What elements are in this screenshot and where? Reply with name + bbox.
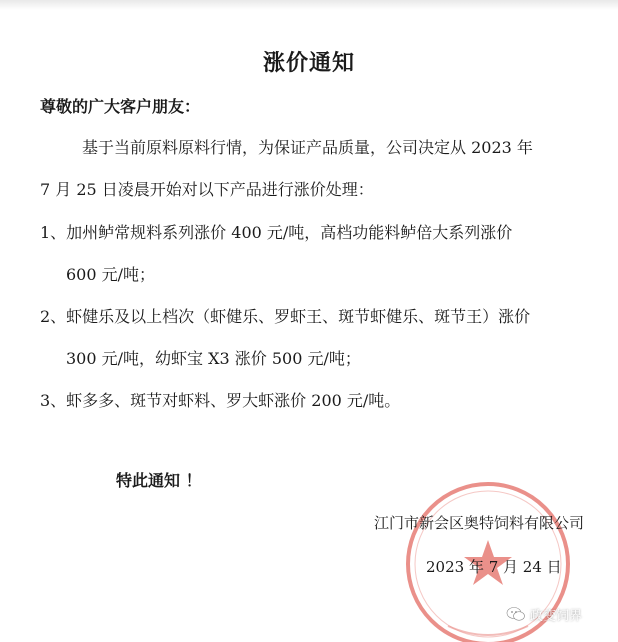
signature-date: 2023 年 7 月 24 日 [426, 558, 562, 576]
watermark-text: 政变饲界 [530, 608, 583, 624]
wechat-icon [506, 604, 526, 624]
body-line-item1-cont: 600 元/吨； [66, 265, 156, 284]
body-line-item3: 3、虾多多、斑节对虾料、罗大虾涨价 200 元/吨。 [40, 391, 401, 410]
body-line-intro-2: 7 月 25 日凌晨开始对以下产品进行涨价处理： [40, 180, 374, 199]
company-signature: 江门市新会区奥特饲料有限公司 [374, 514, 585, 532]
closing-line: 特此通知 ！ [116, 471, 202, 490]
body-line-intro-1: 基于当前原料原料行情，为保证产品质量，公司决定从 2023 年 [82, 138, 533, 157]
top-shadow-strip [0, 0, 618, 10]
body-line-item2: 2、虾健乐及以上档次（虾健乐、罗虾王、斑节虾健乐、斑节王）涨价 [40, 307, 531, 326]
body-line-item1: 1、加州鲈常规料系列涨价 400 元/吨，高档功能料鲈倍大系列涨价 [40, 223, 513, 242]
salutation: 尊敬的广大客户朋友： [40, 97, 201, 116]
body-line-item2-cont: 300 元/吨，幼虾宝 X3 涨价 500 元/吨； [66, 349, 361, 368]
notice-title: 涨价通知 [262, 51, 355, 76]
watermark [506, 602, 582, 626]
